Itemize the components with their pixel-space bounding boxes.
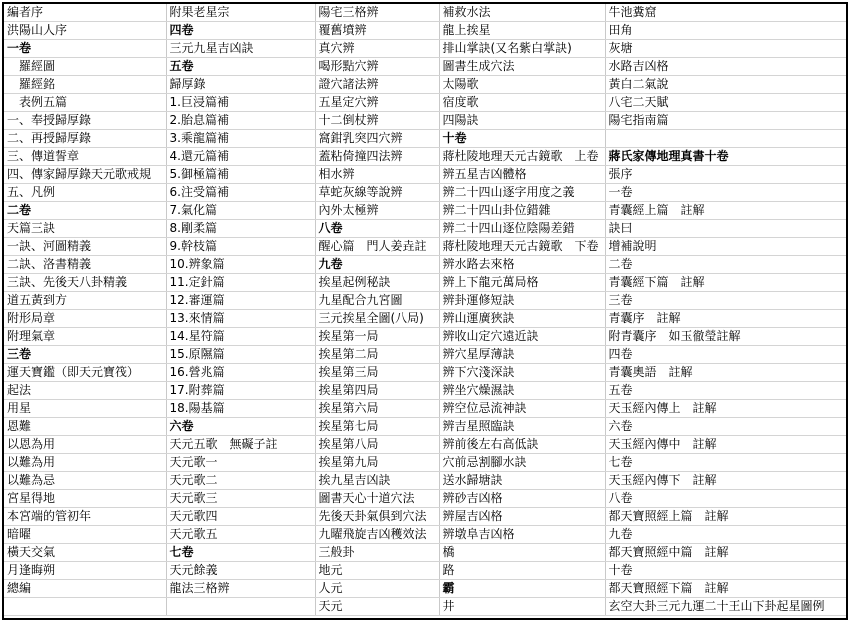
cell[interactable]: 9.幹枝篇 (166, 238, 315, 256)
table-row (4, 184, 846, 202)
cell[interactable]: 辨前後左右高低訣 (439, 436, 605, 454)
cell[interactable]: 四卷 (605, 346, 846, 364)
cell[interactable]: 橫天交氣 (4, 544, 166, 562)
cell[interactable]: 蔣杜陵地理天元古鏡歌 下卷 (439, 238, 605, 256)
cell[interactable]: 一卷 (605, 184, 846, 202)
cell[interactable]: 五星定穴辨 (315, 94, 439, 112)
cell[interactable]: 辨二十四山卦位錯雜 (439, 202, 605, 220)
cell[interactable]: 天元歌一 (166, 454, 315, 472)
cell[interactable]: 羅經圖 (4, 58, 166, 76)
cell[interactable]: 三元九星吉凶訣 (166, 40, 315, 58)
cell[interactable]: 辨上下龍元萬局格 (439, 274, 605, 292)
cell[interactable]: 12.審運篇 (166, 292, 315, 310)
cell[interactable]: 歸厚錄 (166, 76, 315, 94)
table-row (4, 454, 846, 472)
table-row (4, 148, 846, 166)
cell[interactable]: 天玉經內傳下 註解 (605, 472, 846, 490)
cell[interactable]: 11.定針篇 (166, 274, 315, 292)
cell[interactable]: 辨水路去來格 (439, 256, 605, 274)
cell[interactable]: 霸 (439, 580, 605, 598)
cell[interactable]: 井 (439, 598, 605, 616)
cell[interactable]: 內外太極辨 (315, 202, 439, 220)
cell[interactable]: 十卷 (605, 562, 846, 580)
cell[interactable]: 18.陽基篇 (166, 400, 315, 418)
cell[interactable]: 水路吉凶格 (605, 58, 846, 76)
cell[interactable] (605, 130, 846, 148)
cell[interactable]: 四、傳家歸厚錄天元歌戒規 (4, 166, 166, 184)
cell[interactable]: 1.巨浸篇補 (166, 94, 315, 112)
cell[interactable]: 辨空位忌流神訣 (439, 400, 605, 418)
grid-body (4, 4, 846, 616)
cell[interactable]: 六卷 (605, 418, 846, 436)
cell[interactable]: 圖書天心十道穴法 (315, 490, 439, 508)
table-row (4, 4, 846, 22)
cell[interactable]: 青囊序 註解 (605, 310, 846, 328)
cell[interactable]: 一訣、河圖精義 (4, 238, 166, 256)
cell[interactable]: 龍上挨星 (439, 22, 605, 40)
cell[interactable]: 羅經銘 (4, 76, 166, 94)
cell[interactable]: 人元 (315, 580, 439, 598)
table-row (4, 76, 846, 94)
table-row (4, 562, 846, 580)
cell[interactable]: 天篇三訣 (4, 220, 166, 238)
table-of-contents-grid (4, 4, 846, 616)
table-row (4, 130, 846, 148)
cell[interactable]: 八卷 (605, 490, 846, 508)
table-row (4, 544, 846, 562)
cell[interactable]: 宮星得地 (4, 490, 166, 508)
cell[interactable]: 十卷 (439, 130, 605, 148)
cell[interactable]: 天元歌三 (166, 490, 315, 508)
cell[interactable]: 蔣氏家傳地理真書十卷 (605, 148, 846, 166)
cell[interactable]: 暗曜 (4, 526, 166, 544)
cell[interactable]: 喝形點穴辨 (315, 58, 439, 76)
cell[interactable]: 以恩為用 (4, 436, 166, 454)
cell[interactable]: 三卷 (605, 292, 846, 310)
cell[interactable]: 證穴諸法辨 (315, 76, 439, 94)
cell[interactable]: 辨山運廣狹訣 (439, 310, 605, 328)
cell[interactable]: 五卷 (166, 58, 315, 76)
cell[interactable]: 七卷 (605, 454, 846, 472)
cell[interactable]: 附形局章 (4, 310, 166, 328)
table-row (4, 274, 846, 292)
cell[interactable]: 3.乘龍篇補 (166, 130, 315, 148)
cell[interactable]: 辨五星吉凶體格 (439, 166, 605, 184)
cell[interactable]: 灰塘 (605, 40, 846, 58)
cell[interactable]: 穴前忌割腳水訣 (439, 454, 605, 472)
cell[interactable]: 都天寶照經下篇 註解 (605, 580, 846, 598)
cell[interactable]: 挨星第七局 (315, 418, 439, 436)
table-row (4, 310, 846, 328)
cell[interactable]: 辨屋吉凶格 (439, 508, 605, 526)
table-row (4, 598, 846, 616)
cell[interactable]: 相水辨 (315, 166, 439, 184)
cell[interactable]: 天元餘義 (166, 562, 315, 580)
cell[interactable]: 陽宅三格辨 (315, 4, 439, 22)
cell[interactable]: 附青囊序 如玉徹瑩註解 (605, 328, 846, 346)
cell[interactable]: 16.營兆篇 (166, 364, 315, 382)
cell[interactable]: 挨星第八局 (315, 436, 439, 454)
table-row (4, 418, 846, 436)
cell[interactable]: 以難為忌 (4, 472, 166, 490)
cell[interactable]: 用星 (4, 400, 166, 418)
table-row (4, 382, 846, 400)
cell[interactable]: 恩難 (4, 418, 166, 436)
cell[interactable]: 蓋粘倚撞四法辨 (315, 148, 439, 166)
cell[interactable]: 天元歌五 (166, 526, 315, 544)
cell[interactable]: 辨下穴淺深訣 (439, 364, 605, 382)
cell[interactable]: 覆舊墳辨 (315, 22, 439, 40)
cell[interactable]: 以難為用 (4, 454, 166, 472)
table-row (4, 490, 846, 508)
cell[interactable]: 2.胎息篇補 (166, 112, 315, 130)
cell[interactable]: 五卷 (605, 382, 846, 400)
table-row (4, 166, 846, 184)
cell[interactable]: 八卷 (315, 220, 439, 238)
cell[interactable]: 13.來情篇 (166, 310, 315, 328)
cell[interactable]: 二卷 (605, 256, 846, 274)
cell[interactable]: 都天寶照經中篇 註解 (605, 544, 846, 562)
cell[interactable]: 道五黃到方 (4, 292, 166, 310)
cell[interactable]: 挨星第四局 (315, 382, 439, 400)
cell[interactable]: 辨穴星厚薄訣 (439, 346, 605, 364)
cell[interactable]: 真穴辨 (315, 40, 439, 58)
table-row (4, 364, 846, 382)
cell[interactable]: 10.辨象篇 (166, 256, 315, 274)
cell[interactable] (166, 598, 315, 616)
table-row (4, 400, 846, 418)
cell[interactable]: 九星配合九宮圖 (315, 292, 439, 310)
cell[interactable]: 橋 (439, 544, 605, 562)
table-row (4, 472, 846, 490)
cell[interactable]: 九卷 (315, 256, 439, 274)
cell[interactable]: 4.還元篇補 (166, 148, 315, 166)
cell[interactable]: 排山掌訣(又名紫白掌訣) (439, 40, 605, 58)
cell[interactable]: 挨星第六局 (315, 400, 439, 418)
cell[interactable]: 草蛇灰線等說辨 (315, 184, 439, 202)
cell[interactable]: 辨卦運修短訣 (439, 292, 605, 310)
cell[interactable]: 17.附葬篇 (166, 382, 315, 400)
table-row (4, 508, 846, 526)
cell[interactable]: 辨坐穴燥濕訣 (439, 382, 605, 400)
cell[interactable]: 辨二十四山逐位陰陽差錯 (439, 220, 605, 238)
cell[interactable]: 辨二十四山逐字用度之義 (439, 184, 605, 202)
cell[interactable]: 九曜飛旋吉凶穫效法 (315, 526, 439, 544)
cell[interactable]: 龍法三格辨 (166, 580, 315, 598)
table-row (4, 58, 846, 76)
cell[interactable]: 玄空大卦三元九運二十王山下卦起星圖例 (605, 598, 846, 616)
cell[interactable]: 四卷 (166, 22, 315, 40)
cell[interactable]: 青囊經上篇 註解 (605, 202, 846, 220)
cell[interactable]: 陽宅指南篇 (605, 112, 846, 130)
cell[interactable]: 一、奉授歸厚錄 (4, 112, 166, 130)
cell[interactable]: 附理氣章 (4, 328, 166, 346)
cell[interactable]: 送水歸塘訣 (439, 472, 605, 490)
cell[interactable] (4, 598, 166, 616)
cell[interactable]: 五、凡例 (4, 184, 166, 202)
cell[interactable]: 七卷 (166, 544, 315, 562)
cell[interactable]: 三訣、先後天八卦精義 (4, 274, 166, 292)
table-row (4, 256, 846, 274)
cell[interactable]: 訣曰 (605, 220, 846, 238)
cell[interactable]: 辨吉星照臨訣 (439, 418, 605, 436)
cell[interactable]: 天元 (315, 598, 439, 616)
cell[interactable]: 天元五歌 無礙子註 (166, 436, 315, 454)
cell[interactable]: 圖書生成穴法 (439, 58, 605, 76)
cell[interactable]: 表例五篇 (4, 94, 166, 112)
table-row (4, 526, 846, 544)
cell[interactable]: 挨星起例秘訣 (315, 274, 439, 292)
spreadsheet (2, 2, 848, 620)
cell[interactable]: 挨星第二局 (315, 346, 439, 364)
cell[interactable]: 天玉經內傳中 註解 (605, 436, 846, 454)
cell[interactable]: 九卷 (605, 526, 846, 544)
cell[interactable]: 總編 (4, 580, 166, 598)
cell[interactable]: 十二倒杖辨 (315, 112, 439, 130)
cell[interactable]: 三元挨星全圖(八局) (315, 310, 439, 328)
cell[interactable]: 天元歌二 (166, 472, 315, 490)
table-row (4, 112, 846, 130)
cell[interactable]: 都天寶照經上篇 註解 (605, 508, 846, 526)
cell[interactable]: 編者序 (4, 4, 166, 22)
cell[interactable]: 8.剛柔篇 (166, 220, 315, 238)
cell[interactable]: 挨星第九局 (315, 454, 439, 472)
table-row (4, 22, 846, 40)
cell[interactable]: 黃白二氣說 (605, 76, 846, 94)
cell[interactable]: 三般卦 (315, 544, 439, 562)
cell[interactable]: 牛池糞窟 (605, 4, 846, 22)
table-row (4, 94, 846, 112)
cell[interactable]: 本宮端的管初年 (4, 508, 166, 526)
cell[interactable]: 八宅二天賦 (605, 94, 846, 112)
cell[interactable]: 15.原隰篇 (166, 346, 315, 364)
cell[interactable]: 辨砂吉凶格 (439, 490, 605, 508)
cell[interactable]: 二卷 (4, 202, 166, 220)
cell[interactable]: 四陽訣 (439, 112, 605, 130)
cell[interactable]: 二訣、洛書精義 (4, 256, 166, 274)
cell[interactable]: 月逢晦朔 (4, 562, 166, 580)
cell[interactable]: 先後天卦氣俱到穴法 (315, 508, 439, 526)
cell[interactable]: 三卷 (4, 346, 166, 364)
table-row (4, 580, 846, 598)
cell[interactable]: 三、傳道誓章 (4, 148, 166, 166)
cell[interactable]: 辨收山定穴遠近訣 (439, 328, 605, 346)
cell[interactable]: 7.氣化篇 (166, 202, 315, 220)
cell[interactable]: 挨星第三局 (315, 364, 439, 382)
cell[interactable]: 天玉經內傳上 註解 (605, 400, 846, 418)
cell[interactable]: 14.星符篇 (166, 328, 315, 346)
table-row (4, 220, 846, 238)
cell[interactable]: 挨星第一局 (315, 328, 439, 346)
cell[interactable]: 窩鉗乳突四穴辨 (315, 130, 439, 148)
cell[interactable]: 洪陽山人序 (4, 22, 166, 40)
cell[interactable]: 起法 (4, 382, 166, 400)
cell[interactable]: 蔣杜陵地理天元古鏡歌 上卷 (439, 148, 605, 166)
cell[interactable]: 醒心篇 門人姜垚註 (315, 238, 439, 256)
table-row (4, 328, 846, 346)
table-row (4, 202, 846, 220)
cell[interactable]: 補救水法 (439, 4, 605, 22)
cell[interactable]: 挨九星吉凶訣 (315, 472, 439, 490)
cell[interactable]: 六卷 (166, 418, 315, 436)
cell[interactable]: 田角 (605, 22, 846, 40)
cell[interactable]: 辨墩阜吉凶格 (439, 526, 605, 544)
cell[interactable]: 青囊奧語 註解 (605, 364, 846, 382)
table-row (4, 346, 846, 364)
cell[interactable]: 宿度歌 (439, 94, 605, 112)
cell[interactable]: 路 (439, 562, 605, 580)
cell[interactable]: 5.御極篇補 (166, 166, 315, 184)
cell[interactable]: 增補說明 (605, 238, 846, 256)
cell[interactable]: 青囊經下篇 註解 (605, 274, 846, 292)
table-row (4, 40, 846, 58)
table-row (4, 238, 846, 256)
cell[interactable]: 太陽歌 (439, 76, 605, 94)
cell[interactable]: 一卷 (4, 40, 166, 58)
cell[interactable]: 天元歌四 (166, 508, 315, 526)
cell[interactable]: 附果老星宗 (166, 4, 315, 22)
cell[interactable]: 張序 (605, 166, 846, 184)
table-row (4, 292, 846, 310)
cell[interactable]: 運天寶鑑（即天元寶筏） (4, 364, 166, 382)
cell[interactable]: 地元 (315, 562, 439, 580)
table-row (4, 436, 846, 454)
cell[interactable]: 6.注受篇補 (166, 184, 315, 202)
cell[interactable]: 二、再授歸厚錄 (4, 130, 166, 148)
